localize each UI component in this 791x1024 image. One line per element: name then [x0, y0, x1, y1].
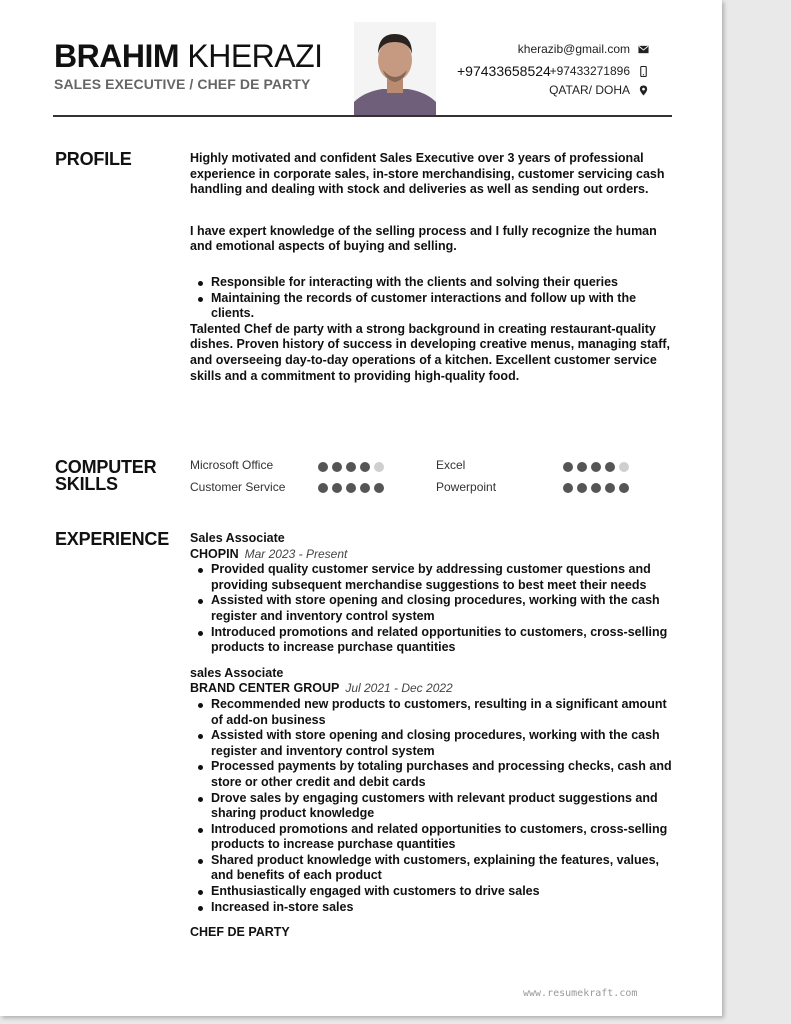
experience-section [190, 531, 672, 941]
job-meta [190, 681, 672, 697]
skill-label: Customer Service [190, 480, 286, 494]
list-item: Assisted with store opening and closing procedures, working with the cash register and inventory control system [211, 728, 672, 759]
job-company: BRAND CENTER GROUP [190, 681, 340, 696]
rating-dot-filled [605, 483, 615, 493]
rating-dot-empty [619, 462, 629, 472]
mobile-phone-icon [638, 66, 649, 77]
job-bullets [190, 562, 672, 656]
job-entry [190, 925, 672, 941]
profile-bullets [190, 275, 672, 322]
phone-main: +97433658524 [457, 63, 551, 79]
job-bullets [190, 697, 672, 915]
rating-dot-filled [332, 462, 342, 472]
skill-item [190, 480, 285, 494]
list-item: Processed payments by totaling purchases and processing checks, cash and store or other credit and debit cards [211, 759, 672, 789]
skills-heading [55, 459, 156, 493]
list-item: Introduced promotions and related opportunities to customers, cross-selling products to increase purchase quantities [211, 822, 672, 853]
rating-dot-filled [563, 483, 573, 493]
skills-heading-line1: COMPUTER [55, 457, 157, 477]
list-item: Maintaining the records of customer interactions and follow up with the clients. [211, 291, 672, 322]
job-subtitle: SALES EXECUTIVE / CHEF DE PARTY [54, 76, 311, 92]
job-role: CHEF DE PARTY [190, 925, 290, 940]
skill-rating [318, 462, 384, 472]
contact-email [518, 42, 649, 56]
list-item: Increased in-store sales [211, 900, 672, 916]
location-text: QATAR/ DOHA [549, 83, 630, 97]
rating-dot-filled [591, 483, 601, 493]
profile-heading: PROFILE [55, 149, 132, 169]
rating-dot-filled [346, 462, 356, 472]
map-pin-icon [638, 85, 649, 96]
experience-heading: EXPERIENCE [55, 529, 170, 549]
skill-rating [318, 483, 384, 493]
job-meta [190, 547, 672, 563]
profile-section [190, 151, 672, 384]
rating-dot-filled [374, 483, 384, 493]
profile-paragraph-3: Talented Chef de party with a strong background in creating restaurant-quality dishes. Proven history of success in developing creative menus, managing staff, and overseeing day-to-day operations of a kitchen. Excellent customer service skills and a commitment to providing high-quality food. [190, 321, 671, 383]
list-item: Assisted with store opening and closing procedures, working with the cash register and inventory control system [211, 593, 672, 624]
profile-paragraph-2: I have expert knowledge of the selling process and I fully recognize the human and emotional aspects of buying and selling. [190, 223, 657, 254]
skill-label: Powerpoint [436, 480, 497, 494]
rating-dot-filled [346, 483, 356, 493]
rating-dot-filled [577, 483, 587, 493]
job-role: Sales Associate [190, 531, 285, 545]
skill-rating [563, 462, 629, 472]
rating-dot-filled [332, 483, 342, 493]
list-item: Introduced promotions and related opportunities to customers, cross-selling products to increase purchase quantities [211, 625, 672, 656]
rating-dot-filled [605, 462, 615, 472]
skill-item [190, 458, 273, 472]
list-item: Recommended new products to customers, resulting in a significant amount of add-on business [211, 697, 672, 728]
email-text: kherazib@gmail.com [517, 42, 630, 56]
rating-dot-filled [318, 483, 328, 493]
rating-dot-filled [360, 483, 370, 493]
skill-item [436, 458, 465, 472]
rating-dot-filled [563, 462, 573, 472]
job-dates: Jul 2021 - Dec 2022 [345, 681, 453, 696]
list-item: Shared product knowledge with customers, explaining the features, values, and benefits of each product [211, 853, 672, 884]
phone-secondary: +97433271896 [549, 64, 630, 78]
footer-website: www.resumekraft.com [523, 988, 638, 999]
rating-dot-filled [577, 462, 587, 472]
job-entry [190, 666, 672, 916]
header-divider [53, 115, 672, 117]
rating-dot-filled [591, 462, 601, 472]
rating-dot-filled [619, 483, 629, 493]
job-entry [190, 531, 672, 656]
envelope-icon [638, 44, 649, 55]
job-role: sales Associate [190, 665, 284, 680]
profile-photo [354, 22, 436, 116]
skill-item [436, 480, 496, 494]
last-name: KHERAZI [187, 38, 323, 74]
rating-dot-filled [360, 462, 370, 472]
job-dates: Mar 2023 - Present [244, 546, 348, 561]
list-item: Provided quality customer service by addressing customer questions and providing subsequent merchandise suggestions to best meet their needs [211, 562, 672, 593]
list-item: Responsible for interacting with the clients and solving their queries [211, 275, 672, 291]
first-name: BRAHIM [54, 38, 179, 74]
skill-label: Microsoft Office [190, 458, 274, 472]
job-company: CHOPIN [190, 546, 239, 561]
rating-dot-empty [374, 462, 384, 472]
skills-grid [190, 458, 650, 498]
rating-dot-filled [318, 462, 328, 472]
list-item: Enthusiastically engaged with customers to drive sales [211, 884, 672, 900]
contact-location [549, 83, 649, 97]
list-item: Drove sales by engaging customers with relevant product suggestions and sharing product knowledge [211, 791, 672, 822]
skills-heading-line2: SKILLS [55, 474, 118, 494]
candidate-name [54, 38, 323, 75]
profile-paragraph-1: Highly motivated and confident Sales Executive over 3 years of professional experience in corporate sales, in-store merchandising, customer servicing cash handling and dealing with stock and deliveries as well as sending out orders. [190, 151, 665, 197]
skill-label: Excel [436, 458, 466, 472]
skill-rating [563, 483, 629, 493]
contact-phone [550, 64, 649, 78]
